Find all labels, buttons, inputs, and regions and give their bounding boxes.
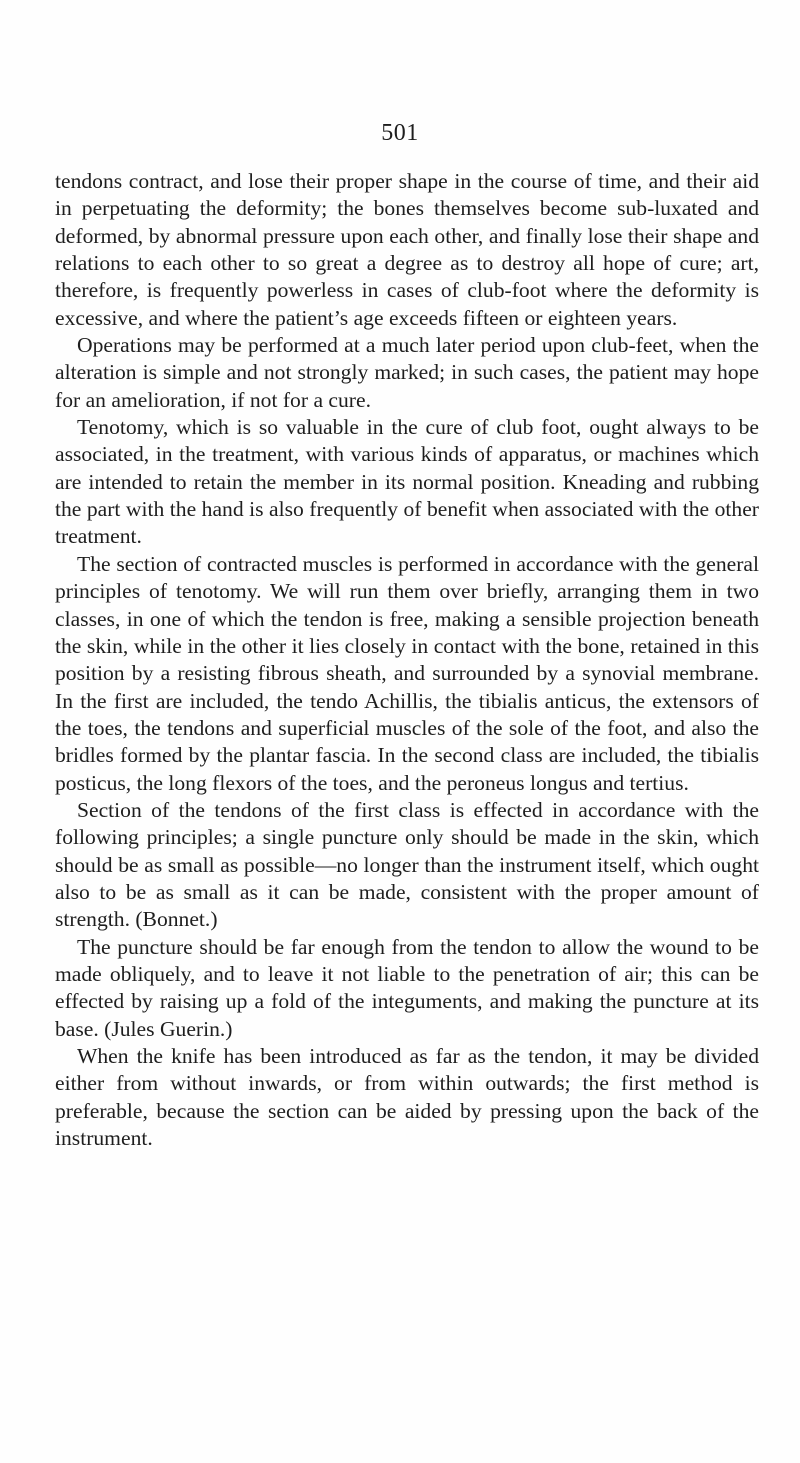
paragraph: tendons contract, and lose their proper shape in the course of time, and their aid in perpetuating the deformity; the bones themselves become sub-luxated and deformed, by abnormal pressure upon each other, and finally lose their shape and relations to each other to so great a degree as to destroy all hope of cure; art, therefore, is frequently powerless in cases of club-foot where the deformity is excessive, and where the patient’s age exceeds fifteen or eighteen years. xyxy=(55,169,759,330)
paragraph: The section of contracted muscles is performed in accordance with the general principles of tenotomy. We will run them over briefly, arranging them in two classes, in one of which the tendon is free, making a sensible projection beneath the skin, while in the other it lies closely in contact with the bone, retained in this position by a resisting fibrous sheath, and surrounded by a synovial membrane. In the first are included, the tendo Achillis, the tibialis anticus, the extensors of the toes, the tendons and superficial muscles of the sole of the foot, and also the bridles formed by the plantar fascia. In the second class are included, the tibialis posticus, the long flexors of the toes, and the peroneus longus and tertius. xyxy=(55,551,759,795)
paragraph: Section of the tendons of the first class is effected in accordance with the following principles; a single puncture only should be made in the skin, which should be as small as possible—no longer than the instrument itself, which ought also to be as small as it can be made, consistent with the proper amount of strength. (Bonnet.) xyxy=(55,797,759,932)
page-number: 501 xyxy=(381,120,419,146)
paragraph: The puncture should be far enough from the tendon to allow the wound to be made obliquely, and to leave it not liable to the penetration of air; this can be effected by raising up a fold of the integuments, and making the puncture at its base. (Jules Guerin.) xyxy=(55,934,759,1041)
paragraph: When the knife has been introduced as far as the tendon, it may be divided either from without inwards, or from within outwards; the first method is preferable, because the section can be aided by pressing upon the back of the instrument. xyxy=(55,1044,759,1151)
paragraph: Tenotomy, which is so valuable in the cure of club foot, ought always to be associated, in the treatment, with various kinds of apparatus, or machines which are intended to retain the member in its normal position. Kneading and rubbing the part with the hand is also frequently of benefit when associated with the other treatment. xyxy=(55,415,759,549)
body-text xyxy=(55,168,759,1152)
paragraph: Operations may be performed at a much later period upon club-feet, when the alteration is simple and not strongly marked; in such cases, the patient may hope for an amelioration, if not for a cure. xyxy=(55,333,759,412)
